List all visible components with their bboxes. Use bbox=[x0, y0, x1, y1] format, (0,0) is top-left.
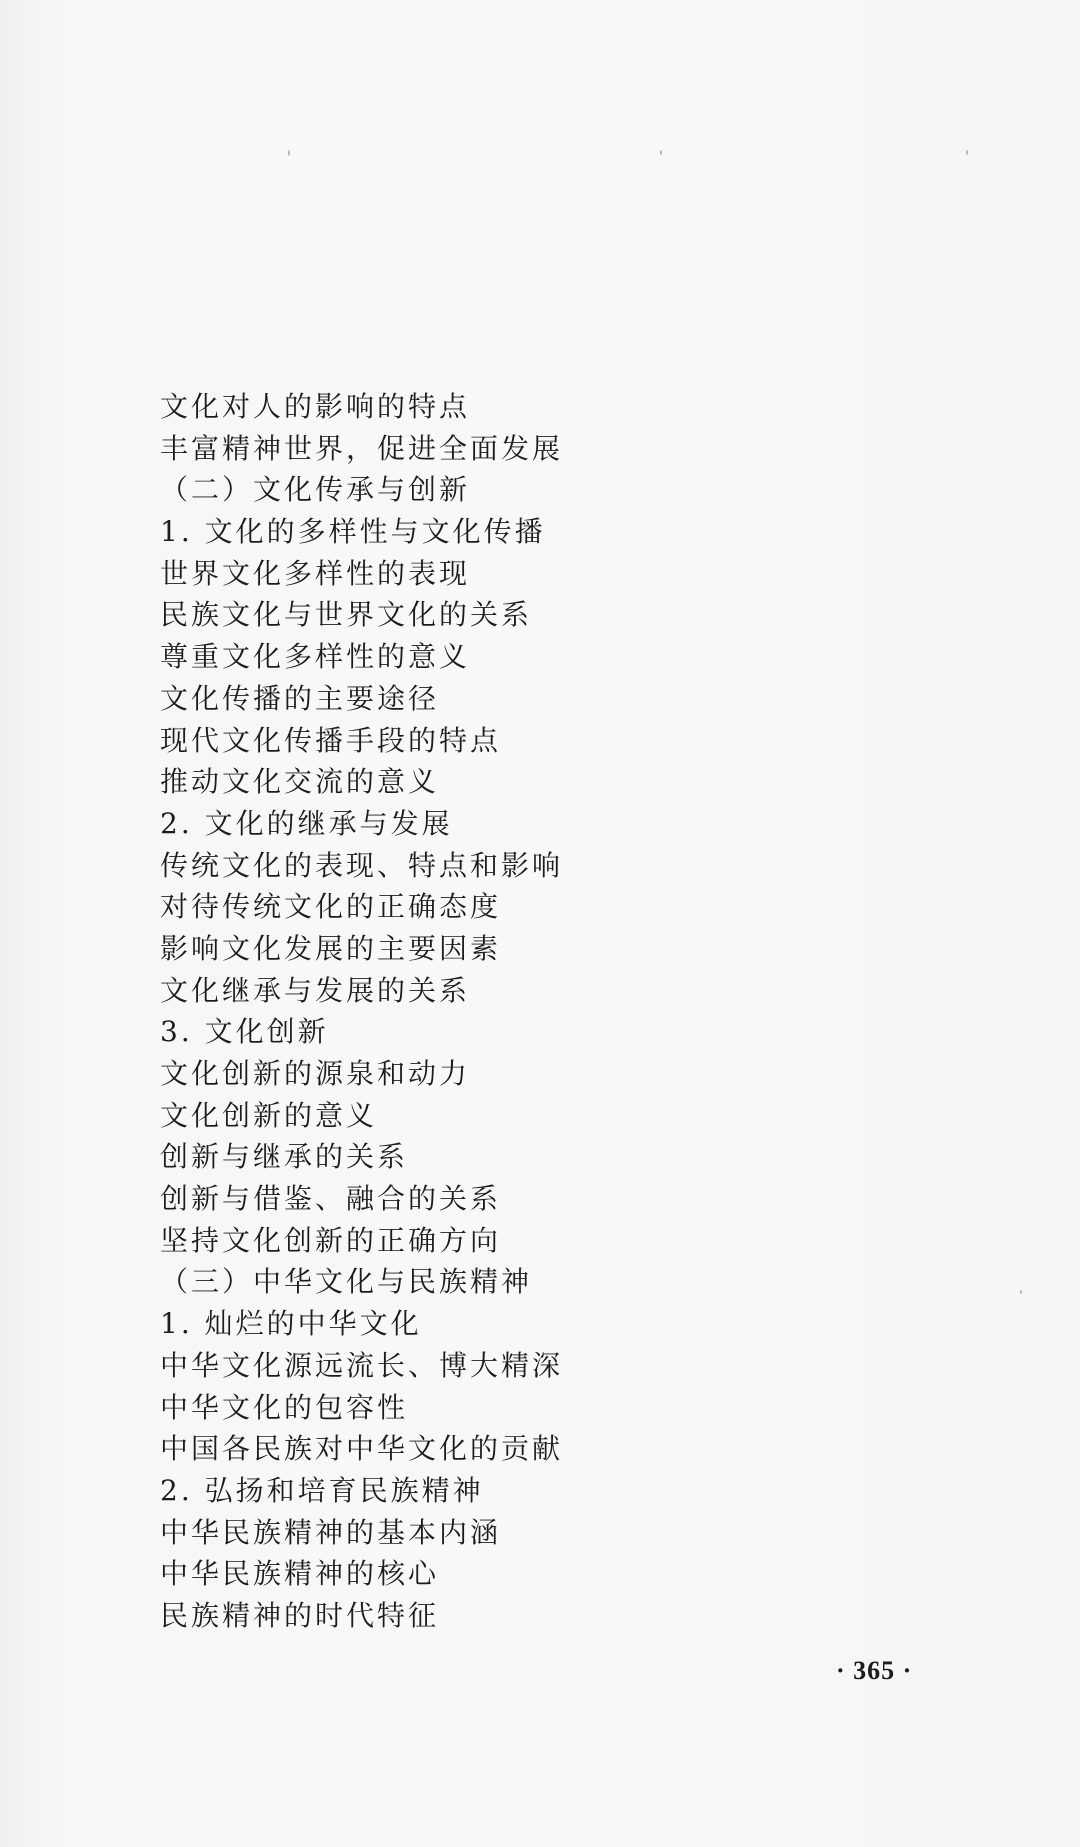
text-line: 世界文化多样性的表现 bbox=[160, 556, 471, 590]
text-line: 现代文化传播手段的特点 bbox=[160, 723, 502, 757]
text-line: 文化创新的意义 bbox=[160, 1098, 378, 1132]
text-line: 坚持文化创新的正确方向 bbox=[160, 1223, 502, 1257]
text-line: 文化创新的源泉和动力 bbox=[160, 1057, 471, 1090]
section-heading: （三）中华文化与民族精神 bbox=[160, 1265, 533, 1299]
text-line: 中国各民族对中华文化的贡献 bbox=[160, 1432, 564, 1466]
text-line: 中华文化源远流长、博大精深 bbox=[160, 1348, 564, 1382]
subsection-heading: 3. 文化创新 bbox=[160, 1015, 329, 1049]
subsection-heading: 2. 弘扬和培育民族精神 bbox=[160, 1473, 484, 1507]
text-line: 丰富精神世界，促进全面发展 bbox=[160, 431, 564, 465]
text-line: 创新与继承的关系 bbox=[160, 1140, 409, 1174]
subsection-heading: 1. 灿烂的中华文化 bbox=[160, 1307, 422, 1341]
subsection-heading: 2. 文化的继承与发展 bbox=[160, 806, 453, 840]
text-line: 中华民族精神的基本内涵 bbox=[160, 1515, 502, 1549]
scan-speck bbox=[660, 150, 662, 155]
text-line: 对待传统文化的正确态度 bbox=[160, 890, 502, 924]
page-number: · 365 · bbox=[836, 1656, 913, 1685]
text-line: 民族文化与世界文化的关系 bbox=[160, 598, 533, 632]
scan-speck bbox=[966, 150, 968, 155]
scan-speck bbox=[1020, 1290, 1022, 1294]
text-line: 尊重文化多样性的意义 bbox=[160, 640, 471, 674]
subsection-heading: 1. 文化的多样性与文化传播 bbox=[160, 515, 546, 549]
text-line: 民族精神的时代特征 bbox=[160, 1598, 440, 1632]
text-line: 文化传播的主要途径 bbox=[160, 681, 440, 715]
text-line: 推动文化交流的意义 bbox=[160, 765, 440, 799]
scan-speck bbox=[288, 150, 290, 156]
text-line: 中华民族精神的核心 bbox=[160, 1557, 440, 1591]
text-line: 中华文化的包容性 bbox=[160, 1390, 409, 1424]
text-line: 创新与借鉴、融合的关系 bbox=[160, 1182, 502, 1216]
text-line: 文化对人的影响的特点 bbox=[160, 390, 471, 423]
text-line: 传统文化的表现、特点和影响 bbox=[160, 848, 564, 882]
text-line: 文化继承与发展的关系 bbox=[160, 973, 471, 1007]
section-heading: （二）文化传承与创新 bbox=[160, 473, 471, 507]
text-lines bbox=[160, 386, 880, 1637]
text-line: 影响文化发展的主要因素 bbox=[160, 931, 502, 965]
